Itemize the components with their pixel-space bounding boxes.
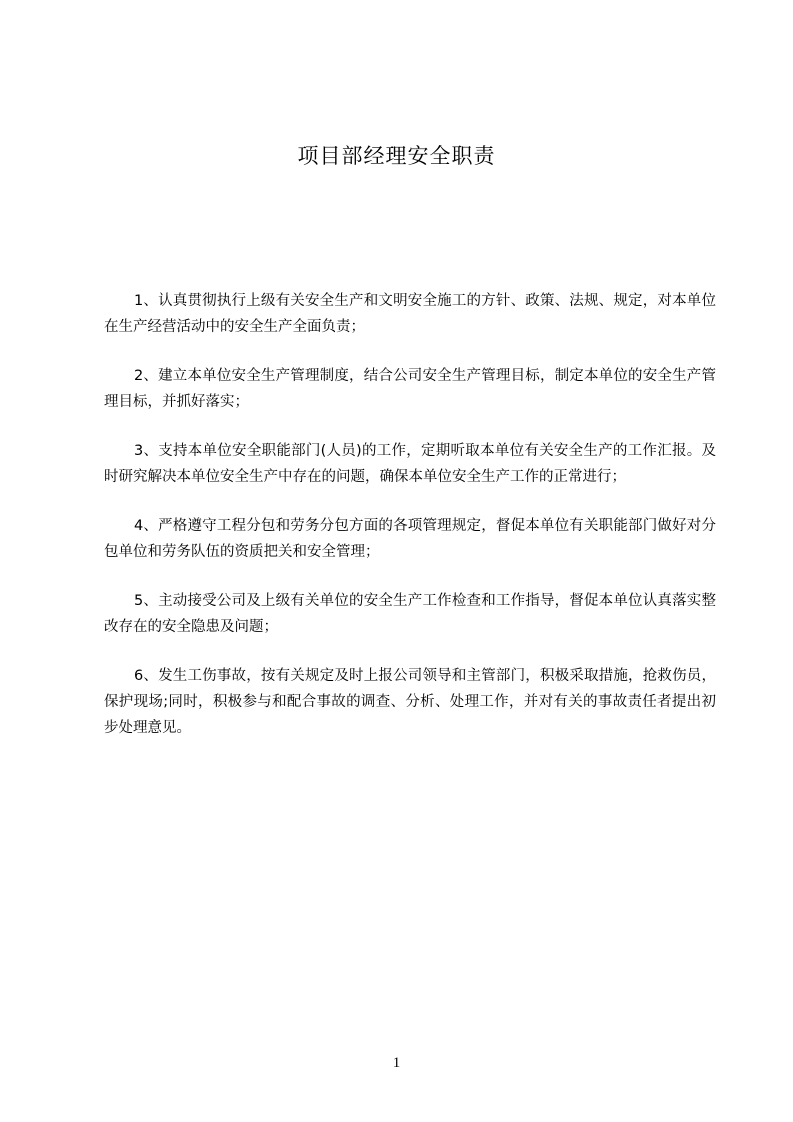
clause-2: 2、建立本单位安全生产管理制度，结合公司安全生产管理目标，制定本单位的安全生产管理目标，并抓好落实； [104, 368, 716, 410]
clause-6: 6、发生工伤事故，按有关规定及时上报公司领导和主管部门，积极采取措施，抢救伤员，保护现场;同时，积极参与和配合事故的调查、分析、处理工作，并对有关的事故责任者提出初步处理意见。 [104, 668, 716, 736]
document-body [104, 288, 716, 764]
clause-3: 3、支持本单位安全职能部门(人员)的工作，定期听取本单位有关安全生产的工作汇报。及时研究解决本单位安全生产中存在的问题，确保本单位安全生产工作的正常进行； [104, 443, 716, 485]
clause-5: 5、主动接受公司及上级有关单位的安全生产工作检查和工作指导，督促本单位认真落实整改存在的安全隐患及问题； [104, 593, 716, 635]
clause-4: 4、严格遵守工程分包和劳务分包方面的各项管理规定，督促本单位有关职能部门做好对分包单位和劳务队伍的资质把关和安全管理； [104, 518, 716, 560]
clause-1: 1、认真贯彻执行上级有关安全生产和文明安全施工的方针、政策、法规、规定，对本单位在生产经营活动中的安全生产全面负责； [104, 293, 716, 335]
page-number: 1 [392, 1055, 401, 1071]
document-title: 项目部经理安全职责 [297, 144, 496, 168]
